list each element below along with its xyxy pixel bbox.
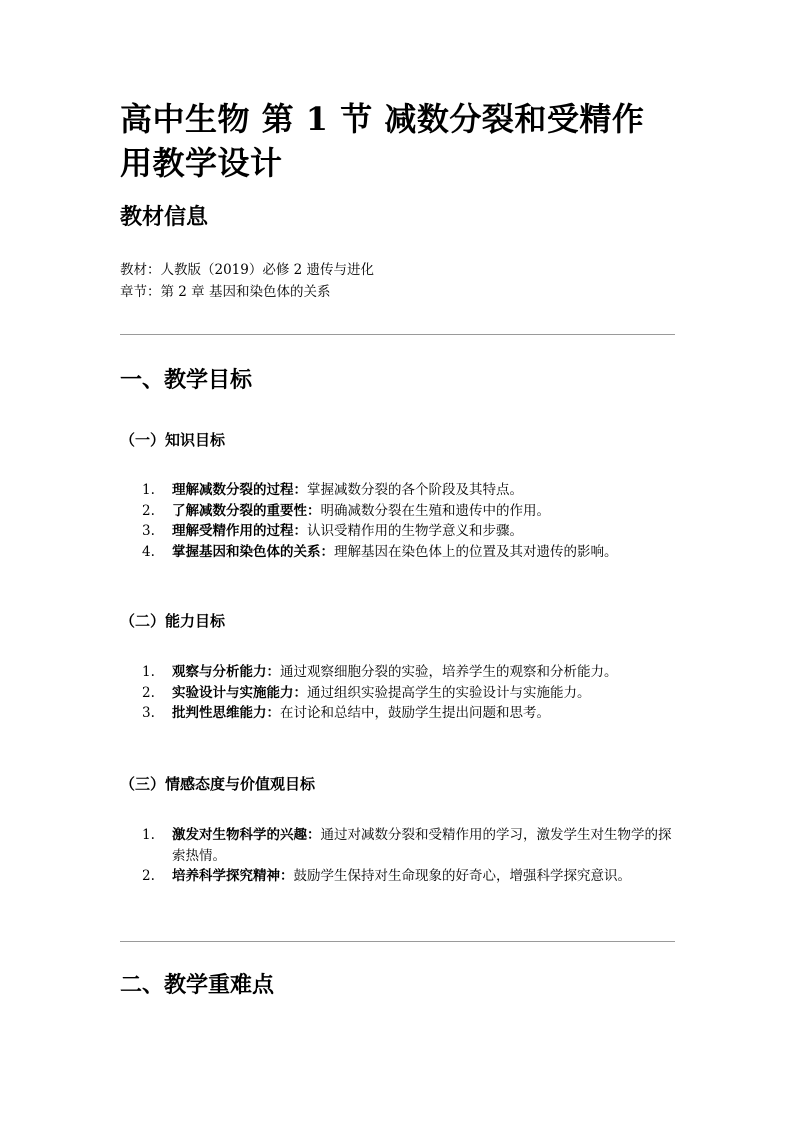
chapter-value: 第 2 章 基因和染色体的关系	[160, 284, 331, 300]
textbook-line	[120, 259, 676, 281]
list-item-term: 观察与分析能力：	[172, 664, 280, 680]
list-item-text: 通过观察细胞分裂的实验，培养学生的观察和分析能力。	[280, 664, 618, 680]
list-number: 1.	[142, 482, 155, 498]
list-item-term: 批判性思维能力：	[172, 705, 280, 721]
list-number: 2.	[142, 868, 155, 884]
list-number: 1.	[142, 664, 155, 680]
list-item	[120, 683, 676, 704]
list-item	[120, 825, 676, 866]
list-item	[120, 521, 676, 542]
ability-goals-heading: （二）能力目标	[120, 612, 226, 630]
list-item	[120, 662, 676, 683]
list-item-term: 掌握基因和染色体的关系：	[172, 543, 334, 560]
list-item-text: 明确减数分裂在生殖和遗传中的作用。	[320, 502, 550, 519]
list-item-text: 认识受精作用的生物学意义和步骤。	[307, 523, 523, 539]
list-item-text: 掌握减数分裂的各个阶段及其特点。	[307, 482, 523, 498]
list-item-term: 理解减数分裂的过程：	[172, 482, 307, 498]
material-info-heading: 教材信息	[120, 204, 209, 230]
section-key-difficulties-heading: 二、教学重难点	[120, 972, 275, 998]
ability-goals-list	[120, 662, 676, 724]
list-item-term: 理解受精作用的过程：	[172, 523, 307, 539]
list-number: 3.	[142, 705, 155, 721]
list-item-term: 激发对生物科学的兴趣：	[172, 827, 321, 843]
list-item-term: 了解减数分裂的重要性：	[172, 502, 321, 519]
list-item-text: 理解基因在染色体上的位置及其对遗传的影响。	[334, 543, 618, 560]
list-item-text: 鼓励学生保持对生命现象的好奇心，增强科学探究意识。	[293, 868, 631, 884]
knowledge-goals-heading: （一）知识目标	[120, 431, 226, 449]
list-number: 3.	[142, 523, 155, 539]
section-teaching-goals-heading: 一、教学目标	[120, 367, 253, 393]
list-item-term: 实验设计与实施能力：	[172, 684, 307, 701]
divider	[120, 334, 675, 335]
divider	[120, 941, 675, 942]
list-item-term: 培养科学探究精神：	[172, 868, 294, 884]
list-item	[120, 703, 676, 724]
list-number: 4.	[142, 543, 155, 560]
emotion-goals-list	[120, 825, 676, 887]
list-item	[120, 542, 676, 563]
list-item-text: 通过对减数分裂和受精作用的学习，激发学生对生物学的探索热情。	[172, 827, 672, 864]
material-info	[120, 259, 676, 303]
textbook-value: 人教版（2019）必修 2 遗传与进化	[160, 262, 375, 278]
list-item	[120, 501, 676, 522]
emotion-goals-heading: （三）情感态度与价值观目标	[120, 775, 316, 793]
list-item-text: 在讨论和总结中，鼓励学生提出问题和思考。	[280, 705, 550, 721]
list-item	[120, 480, 676, 501]
chapter-line	[120, 281, 676, 303]
list-number: 2.	[142, 502, 155, 519]
chapter-label: 章节：	[120, 284, 161, 300]
document-title: 高中生物 第 1 节 减数分裂和受精作用教学设计	[120, 100, 645, 182]
textbook-label: 教材：	[120, 262, 161, 278]
list-item	[120, 866, 676, 887]
list-item-text: 通过组织实验提高学生的实验设计与实施能力。	[307, 684, 591, 701]
knowledge-goals-list	[120, 480, 676, 562]
list-number: 2.	[142, 684, 155, 701]
list-number: 1.	[142, 827, 155, 843]
